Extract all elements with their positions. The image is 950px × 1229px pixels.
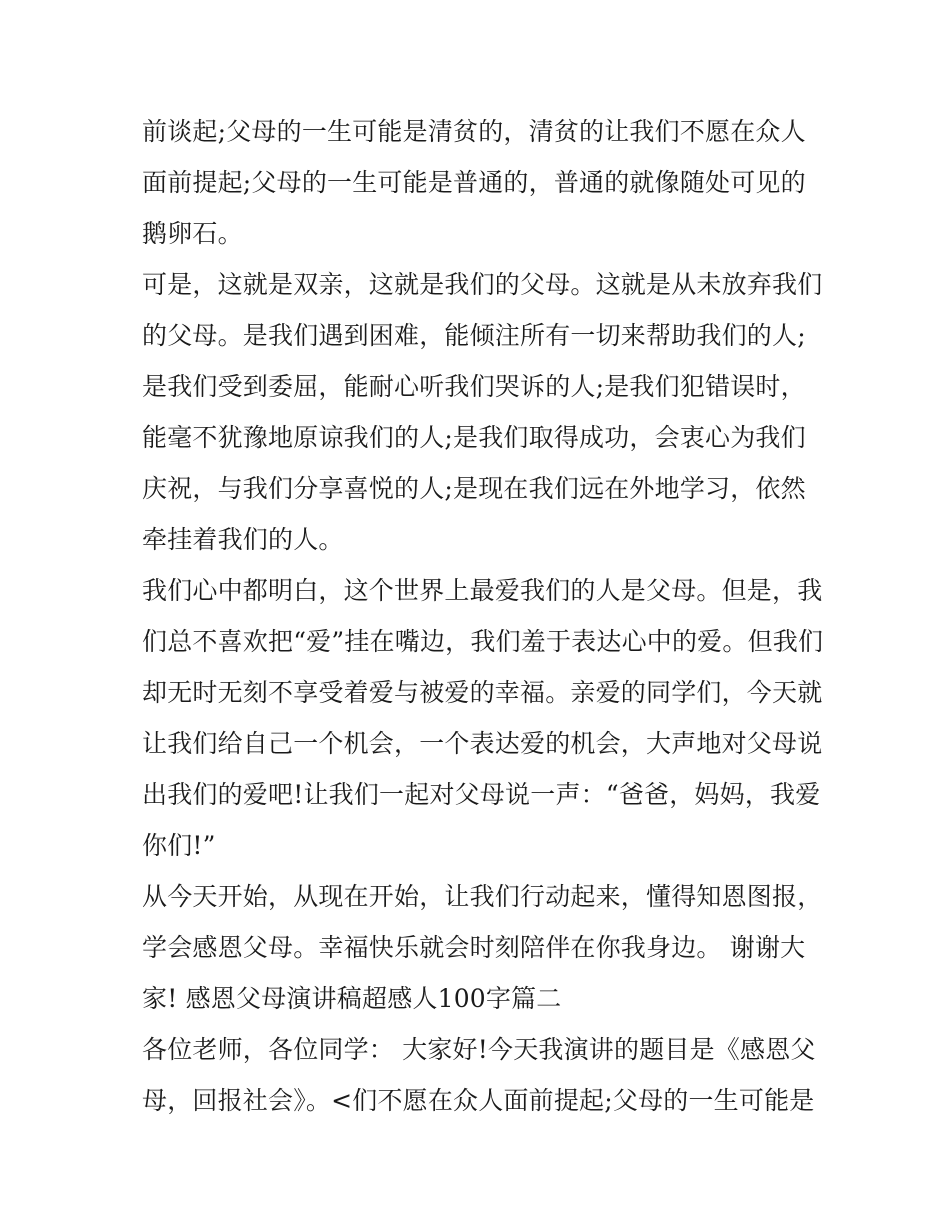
text-line: 可是，这就是双亲，这就是我们的父母。这就是从未放弃我们: [142, 270, 823, 299]
text-line: 面前提起;父母的一生可能是普通的，普通的就像随处可见的: [142, 168, 806, 197]
text-line: 庆祝，与我们分享喜悦的人;是现在我们远在外地学习，依然: [142, 474, 806, 503]
text-line: 让我们给自己一个机会，一个表达爱的机会，大声地对父母说: [142, 729, 823, 758]
text-line: 却无时无刻不享受着爱与被爱的幸福。亲爱的同学们，今天就: [142, 678, 823, 707]
text-line: 家! 感恩父母演讲稿超感人100字篇二: [142, 984, 562, 1013]
document-body: [142, 106, 822, 1126]
text-line: 是我们受到委屈，能耐心听我们哭诉的人;是我们犯错误时，: [142, 372, 806, 401]
text-line: 鹅卵石。: [142, 219, 243, 248]
text-line: 前谈起;父母的一生可能是清贫的，清贫的让我们不愿在众人: [142, 117, 806, 146]
text-line: 出我们的爱吧!让我们一起对父母说一声：“爸爸，妈妈，我爱: [142, 780, 821, 809]
text-line: 能毫不犹豫地原谅我们的人;是我们取得成功，会衷心为我们: [142, 423, 806, 452]
text-line: 学会感恩父母。幸福快乐就会时刻陪伴在你我身边。 谢谢大: [142, 933, 806, 962]
text-line: 母，回报社会》。<们不愿在众人面前提起;父母的一生可能是: [142, 1086, 815, 1115]
text-line: 从今天开始，从现在开始，让我们行动起来，懂得知恩图报，: [142, 882, 823, 911]
text-line: 各位老师，各位同学： 大家好!今天我演讲的题目是《感恩父: [142, 1035, 816, 1064]
text-line: 牵挂着我们的人。: [142, 525, 344, 554]
text-line: 我们心中都明白，这个世界上最爱我们的人是父母。但是，我: [142, 576, 823, 605]
text-line: 们总不喜欢把“爱”挂在嘴边，我们羞于表达心中的爱。但我们: [142, 627, 824, 656]
text-line: 的父母。是我们遇到困难，能倾注所有一切来帮助我们的人;: [142, 321, 806, 350]
text-line: 你们!”: [142, 831, 216, 860]
